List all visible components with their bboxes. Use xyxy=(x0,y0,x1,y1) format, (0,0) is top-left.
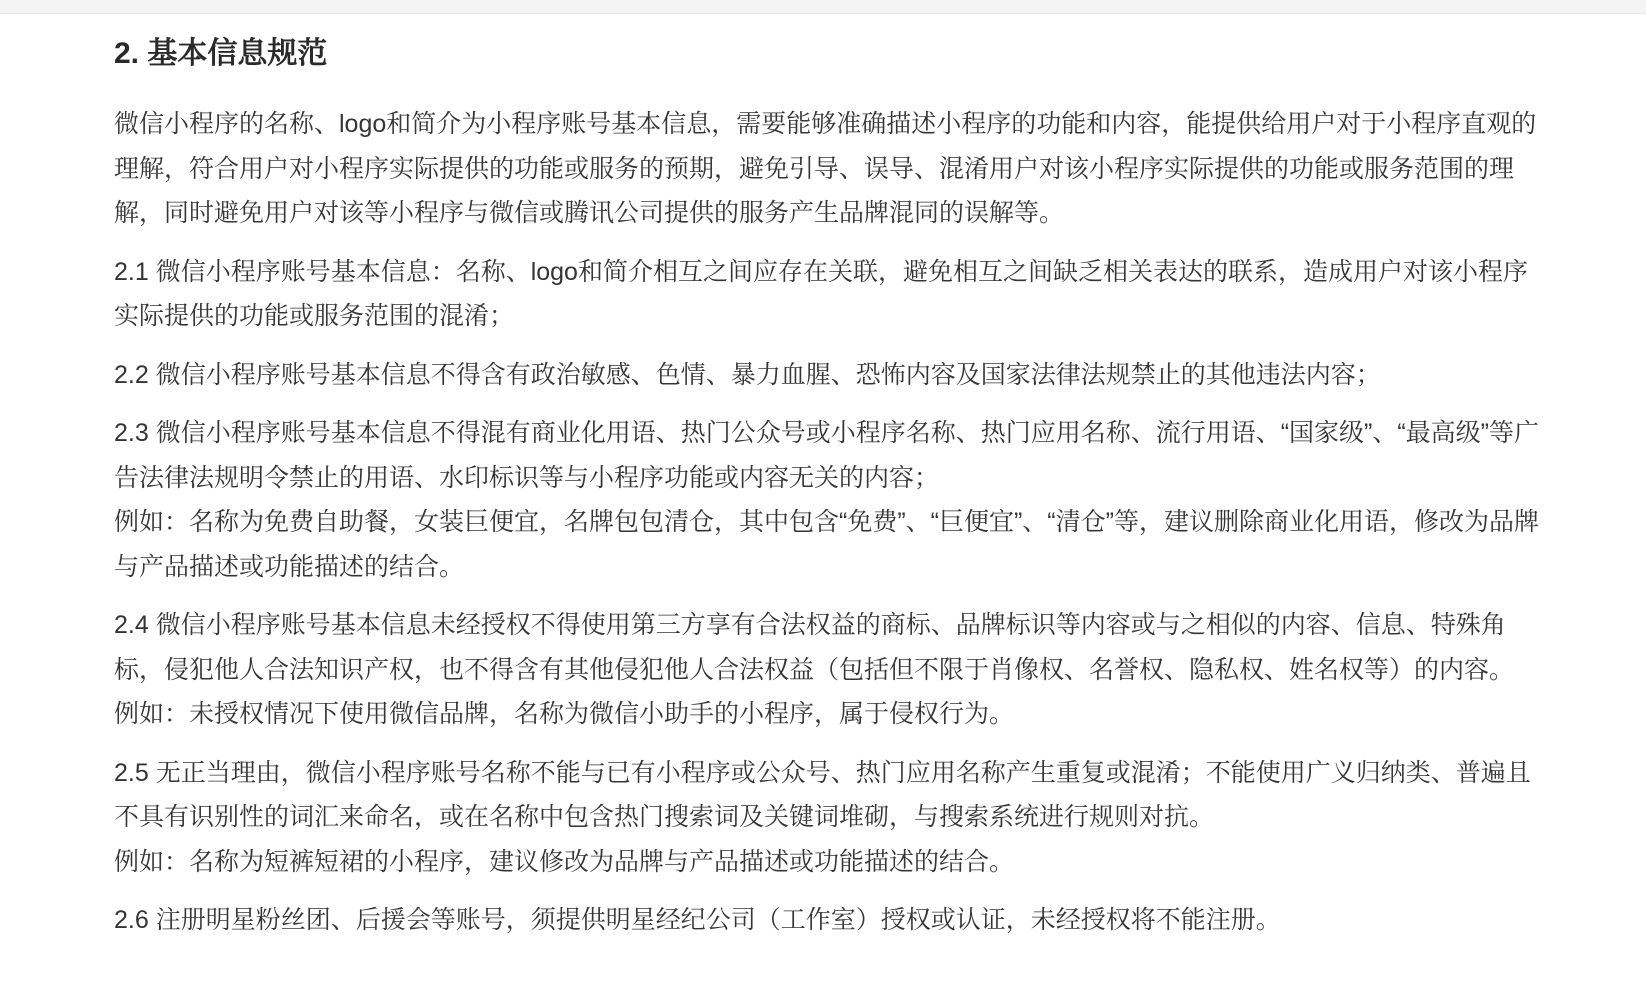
clause-2-2: 2.2 微信小程序账号基本信息不得含有政治敏感、色情、暴力血腥、恐怖内容及国家法律法规禁止的其他违法内容； xyxy=(114,360,1381,389)
clause-2-5: 2.5 无正当理由，微信小程序账号名称不能与已有小程序或公众号、热门应用名称产生重复或混淆；不能使用广义归纳类、普遍且不具有识别性的词汇来命名，或在名称中包含热门搜索词及关键词堆砌，与搜索系统进行规则对抗。 xyxy=(114,758,1531,831)
section-title: 2. 基本信息规范 xyxy=(114,37,328,70)
section-intro: 微信小程序的名称、logo和简介为小程序账号基本信息，需要能够准确描述小程序的功能和内容，能提供给用户对于小程序直观的理解，符合用户对小程序实际提供的功能或服务的预期，避免引导、误导、混淆用户对该小程序实际提供的功能或服务范围的理解，同时避免用户对该等小程序与微信或腾讯公司提供的服务产生品牌混同的误解等。 xyxy=(114,110,1537,227)
clause-2-4-example: 例如：未授权情况下使用微信品牌，名称为微信小助手的小程序，属于侵权行为。 xyxy=(114,700,1015,728)
top-bar-strip xyxy=(0,0,1646,14)
document-content xyxy=(114,30,1544,957)
clause-2-4: 2.4 微信小程序账号基本信息未经授权不得使用第三方享有合法权益的商标、品牌标识等内容或与之相似的内容、信息、特殊角标，侵犯他人合法知识产权，也不得含有其他侵犯他人合法权益（包括但不限于肖像权、名誉权、隐私权、姓名权等）的内容。 xyxy=(114,611,1515,684)
clause-2-5-example: 例如：名称为短裤短裙的小程序，建议修改为品牌与产品描述或功能描述的结合。 xyxy=(114,847,1015,876)
clause-2-3-example: 例如：名称为免费自助餐，女装巨便宜，名牌包包清仓，其中包含“免费”、“巨便宜”、“清仓”等，建议删除商业化用语，修改为品牌与产品描述或功能描述的结合。 xyxy=(114,508,1539,581)
clause-2-1: 2.1 微信小程序账号基本信息：名称、logo和简介相互之间应存在关联，避免相互之间缺乏相关表达的联系，造成用户对该小程序实际提供的功能或服务范围的混淆； xyxy=(114,257,1528,330)
clause-2-3: 2.3 微信小程序账号基本信息不得混有商业化用语、热门公众号或小程序名称、热门应用名称、流行用语、“国家级”、“最高级”等广告法律法规明令禁止的用语、水印标识等与小程序功能或内容无关的内容； xyxy=(114,419,1540,492)
clause-2-6: 2.6 注册明星粉丝团、后援会等账号，须提供明星经纪公司（工作室）授权或认证，未经授权将不能注册。 xyxy=(114,906,1281,934)
